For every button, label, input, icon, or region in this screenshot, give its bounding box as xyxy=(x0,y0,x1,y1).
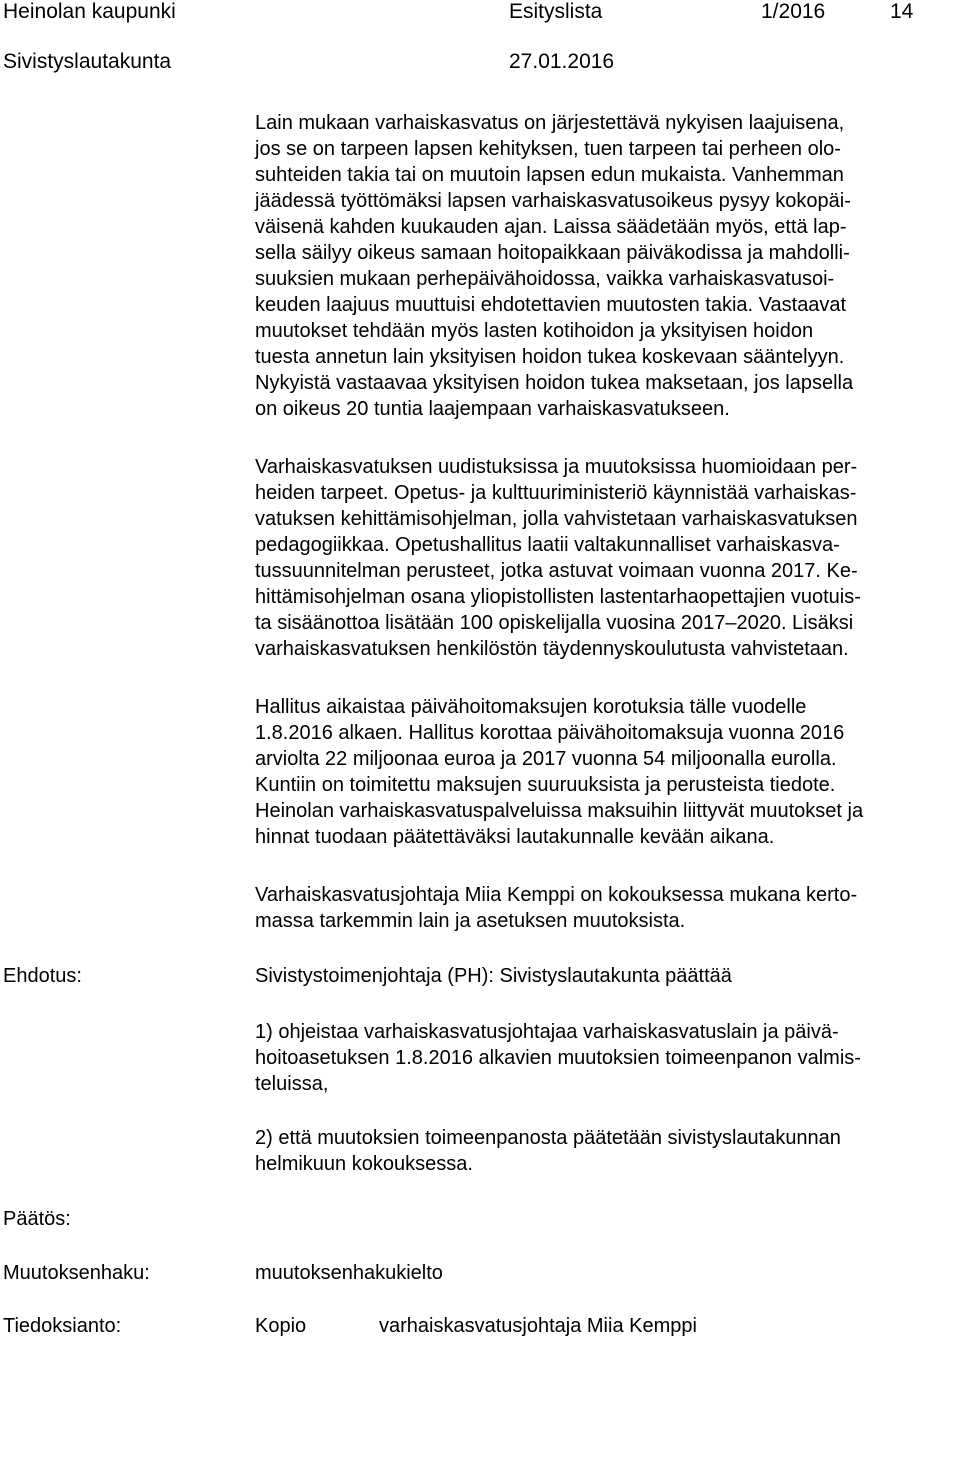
body-line: tuesta annetun lain yksityisen hoidon tukea koskevaan sääntelyyn. xyxy=(255,346,845,368)
body-line: hinnat tuodaan päätettäväksi lautakunnalle kevään aikana. xyxy=(255,826,775,848)
proposal-line: teluissa, xyxy=(255,1073,329,1095)
organization-name: Heinolan kaupunki xyxy=(3,0,176,23)
body-line: suhteiden takia tai on muutoin lapsen edun mukaista. Vanhemman xyxy=(255,164,844,186)
proposal-line: 2) että muutoksien toimeenpanosta päätetään sivistyslautakunnan xyxy=(255,1127,841,1149)
body-line: muutokset tehdään myös lasten kotihoidon ja yksityisen hoidon xyxy=(255,320,814,342)
body-line: varhaiskasvatuksen henkilöstön täydennyskoulutusta vahvistetaan. xyxy=(255,638,849,660)
body-line: sella säilyy oikeus samaan hoitopaikkaan päiväkodissa ja mahdolli- xyxy=(255,242,850,264)
body-line: arviolta 22 miljoonaa euroa ja 2017 vuonna 54 miljoonalla eurolla. xyxy=(255,748,837,770)
body-line: Varhaiskasvatuksen uudistuksissa ja muutoksissa huomioidaan per- xyxy=(255,456,858,478)
proposal-line: 1) ohjeistaa varhaiskasvatusjohtajaa varhaiskasvatuslain ja päivä- xyxy=(255,1021,839,1043)
document-number: 1/2016 xyxy=(761,0,826,23)
proposal-line: hoitoasetuksen 1.8.2016 alkavien muutoksien toimeenpanon valmis- xyxy=(255,1047,861,1069)
body-line: ta sisäänottoa lisätään 100 opiskelijalla vuosina 2017–2020. Lisäksi xyxy=(255,612,854,634)
body-line: keuden laajuus muuttuisi ehdotettavien muutosten takia. Vastaavat xyxy=(255,294,847,316)
decision-label: Päätös: xyxy=(3,1208,71,1230)
body-line: Nykyistä vastaavaa yksityisen hoidon tukea maksetaan, jos lapsella xyxy=(255,372,854,394)
body-line: Hallitus aikaistaa päivähoitomaksujen korotuksia tälle vuodelle xyxy=(255,696,807,718)
body-line: Kuntiin on toimitettu maksujen suuruuksista ja perusteista tiedote. xyxy=(255,774,836,796)
notice-recipient: varhaiskasvatusjohtaja Miia Kemppi xyxy=(379,1315,697,1337)
appeal-value: muutoksenhakukielto xyxy=(255,1262,443,1284)
body-line: hittämisohjelman osana yliopistollisten lastentarhaopettajien vuotuis- xyxy=(255,586,861,608)
body-line: Varhaiskasvatusjohtaja Miia Kemppi on kokouksessa mukana kerto- xyxy=(255,884,858,906)
body-line: suuksien mukaan perhepäivähoidossa, vaikka varhaiskasvatusoi- xyxy=(255,268,835,290)
body-line: Lain mukaan varhaiskasvatus on järjestettävä nykyisen laajuisena, xyxy=(255,112,845,134)
board-name: Sivistyslautakunta xyxy=(3,50,172,73)
body-line: Heinolan varhaiskasvatuspalveluissa maksuihin liittyvät muutokset ja xyxy=(255,800,864,822)
page-number: 14 xyxy=(890,0,914,23)
appeal-label: Muutoksenhaku: xyxy=(3,1262,150,1284)
body-line: väisenä kahden kuukauden ajan. Laissa säädetään myös, että lap- xyxy=(255,216,847,238)
body-line: vatuksen kehittämisohjelman, jolla vahvistetaan varhaiskasvatuksen xyxy=(255,508,858,530)
proposal-intro: Sivistystoimenjohtaja (PH): Sivistyslautakunta päättää xyxy=(255,965,732,987)
proposal-line: helmikuun kokouksessa. xyxy=(255,1153,473,1175)
notice-label: Tiedoksianto: xyxy=(3,1315,122,1337)
body-line: 1.8.2016 alkaen. Hallitus korottaa päivähoitomaksuja vuonna 2016 xyxy=(255,722,845,744)
body-line: tussuunnitelman perusteet, jotka astuvat voimaan vuonna 2017. Ke- xyxy=(255,560,858,582)
meeting-date: 27.01.2016 xyxy=(509,50,615,73)
body-line: on oikeus 20 tuntia laajempaan varhaiskasvatukseen. xyxy=(255,398,730,420)
notice-type: Kopio xyxy=(255,1315,307,1337)
body-line: jos se on tarpeen lapsen kehityksen, tuen tarpeen tai perheen olo- xyxy=(255,138,841,160)
body-line: massa tarkemmin lain ja asetuksen muutoksista. xyxy=(255,910,686,932)
body-line: heiden tarpeet. Opetus- ja kulttuuriministeriö käynnistää varhaiskas- xyxy=(255,482,857,504)
proposal-label: Ehdotus: xyxy=(3,965,82,987)
document-type: Esityslista xyxy=(509,0,603,23)
body-line: pedagogiikkaa. Opetushallitus laatii valtakunnalliset varhaiskasva- xyxy=(255,534,840,556)
body-line: jäädessä työttömäksi lapsen varhaiskasvatusoikeus pysyy kokopäi- xyxy=(255,190,851,212)
